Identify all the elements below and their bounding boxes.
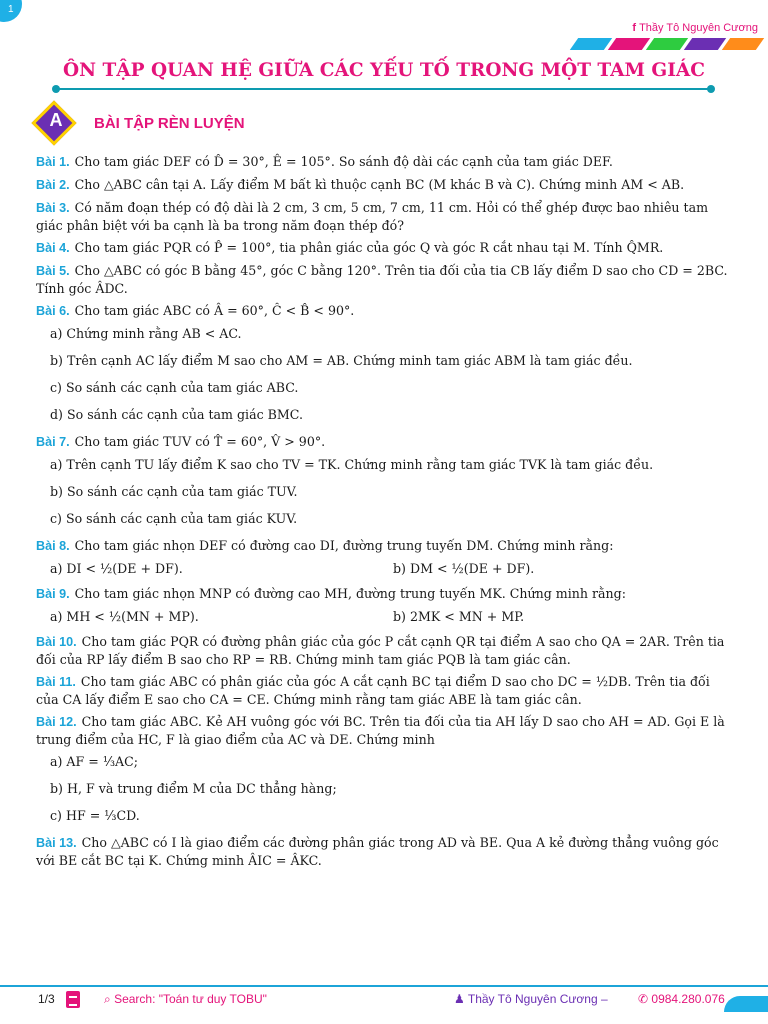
footer-divider (0, 985, 768, 987)
problem-1: Bài 1. Cho tam giác DEF có D̂ = 30°, Ê = 105°. So sánh độ dài các cạnh của tam giác DEF. (36, 154, 613, 169)
problem-7: Bài 7. Cho tam giác TUV có T̂ = 60°, V̂ > 90°. (36, 434, 326, 449)
problem-12-item: b) H, F và trung điểm M của DC thẳng hàng; (50, 781, 337, 796)
phone-icon: ✆ (638, 992, 652, 1006)
problem-3: Bài 3. Có năm đoạn thép có độ dài là 2 cm, 3 cm, 5 cm, 7 cm, 11 cm. Hỏi có thể ghép được bao nhiêu tam giác phân biệt với ba cạnh là ba trong năm đoạn thép đó? (36, 200, 709, 233)
footer-author[interactable]: ♟ Thầy Tô Nguyên Cương – (454, 992, 608, 1006)
problem-12-item: a) AF = ⅓AC; (50, 754, 138, 769)
problem-7-item: a) Trên cạnh TU lấy điểm K sao cho TV = TK. Chứng minh rằng tam giác TVK là tam giác đều. (50, 457, 654, 472)
problem-8: Bài 8. Cho tam giác nhọn DEF có đường cao DI, đường trung tuyến DM. Chứng minh rằng: (36, 538, 614, 553)
problem-4: Bài 4. Cho tam giác PQR có P̂ = 100°, tia phân giác của góc Q và góc R cắt nhau tại M. Tính Q̂MR. (36, 240, 664, 255)
stripe (646, 38, 688, 50)
stripe (608, 38, 650, 50)
problem-list (36, 153, 736, 874)
problem-8-item-b: b) DM < ½(DE + DF). (393, 561, 535, 576)
page-title: ÔN TẬP QUAN HỆ GIỮA CÁC YẾU TỐ TRONG MỘT TAM GIÁC (63, 60, 705, 81)
problem-12-item: c) HF = ⅓CD. (50, 808, 140, 823)
document-icon (66, 991, 80, 1008)
section-letter: A (49, 110, 63, 130)
problem-9-item-b: b) 2MK < MN + MP. (393, 609, 525, 624)
problem-10: Bài 10. Cho tam giác PQR có đường phân giác của góc P cắt cạnh QR tại điểm A sao cho QA = 2AR. Trên tia đối của RP lấy điểm B sao cho RP = RB. Chứng minh tam giác PQB là tam giác cân. (36, 634, 725, 667)
page-number: 1/3 (38, 992, 55, 1006)
facebook-icon: f (632, 22, 637, 34)
problem-8-items (50, 560, 736, 577)
header-stripes (574, 38, 760, 50)
problem-11: Bài 11. Cho tam giác ABC có phân giác của góc A cắt cạnh BC tại điểm D sao cho DC = ½DB. Trên tia đối của CA lấy điểm E sao cho CA = CE. Chứng minh rằng tam giác ABE là tam giác cân. (36, 674, 710, 707)
problem-6-item: d) So sánh các cạnh của tam giác BMC. (50, 407, 303, 422)
page-badge: 1 (0, 0, 22, 22)
problem-6: Bài 6. Cho tam giác ABC có Â = 60°, Ĉ < B̂ < 90°. (36, 303, 355, 318)
problem-9-items (50, 608, 736, 625)
section-title: BÀI TẬP RÈN LUYỆN (94, 115, 245, 132)
problem-2: Bài 2. Cho △ABC cân tại A. Lấy điểm M bất kì thuộc cạnh BC (M khác B và C). Chứng minh AM < AB. (36, 177, 685, 192)
problem-5: Bài 5. Cho △ABC có góc B bằng 45°, góc C bằng 120°. Trên tia đối của tia CB lấy điểm D sao cho CD = 2BC. Tính góc ÂDC. (36, 263, 728, 296)
search-icon: ⌕ (104, 992, 115, 1006)
problem-13: Bài 13. Cho △ABC có I là giao điểm các đường phân giác trong AD và BE. Qua A kẻ đường thẳng vuông góc với BE cắt BC tại K. Chứng minh ÂIC = ÂKC. (36, 835, 719, 868)
problem-9: Bài 9. Cho tam giác nhọn MNP có đường cao MH, đường trung tuyến MK. Chứng minh rằng: (36, 586, 626, 601)
problem-6-item: b) Trên cạnh AC lấy điểm M sao cho AM = AB. Chứng minh tam giác ABM là tam giác đều. (50, 353, 633, 368)
title-divider (56, 88, 711, 90)
footer-corner-decoration (724, 996, 768, 1012)
problem-6-item: a) Chứng minh rằng AB < AC. (50, 326, 242, 341)
problem-12: Bài 12. Cho tam giác ABC. Kẻ AH vuông góc với BC. Trên tia đối của tia AH lấy D sao cho AH = AD. Gọi E là trung điểm của HC, F là giao điểm của AC và DE. Chứng minh (36, 714, 725, 747)
problem-7-item: b) So sánh các cạnh của tam giác TUV. (50, 484, 298, 499)
problem-9-item-a: a) MH < ½(MN + MP). (50, 609, 199, 624)
problem-8-item-a: a) DI < ½(DE + DF). (50, 561, 183, 576)
user-plus-icon: ♟ (454, 992, 468, 1006)
problem-6-item: c) So sánh các cạnh của tam giác ABC. (50, 380, 299, 395)
footer-search[interactable]: ⌕ Search: "Toán tư duy TOBU" (104, 992, 267, 1006)
stripe (722, 38, 764, 50)
problem-7-item: c) So sánh các cạnh của tam giác KUV. (50, 511, 298, 526)
header-author[interactable]: f Thầy Tô Nguyên Cương (632, 22, 758, 34)
footer (0, 990, 768, 1012)
footer-phone[interactable]: ✆ 0984.280.076 (638, 992, 725, 1006)
stripe (684, 38, 726, 50)
stripe (570, 38, 612, 50)
